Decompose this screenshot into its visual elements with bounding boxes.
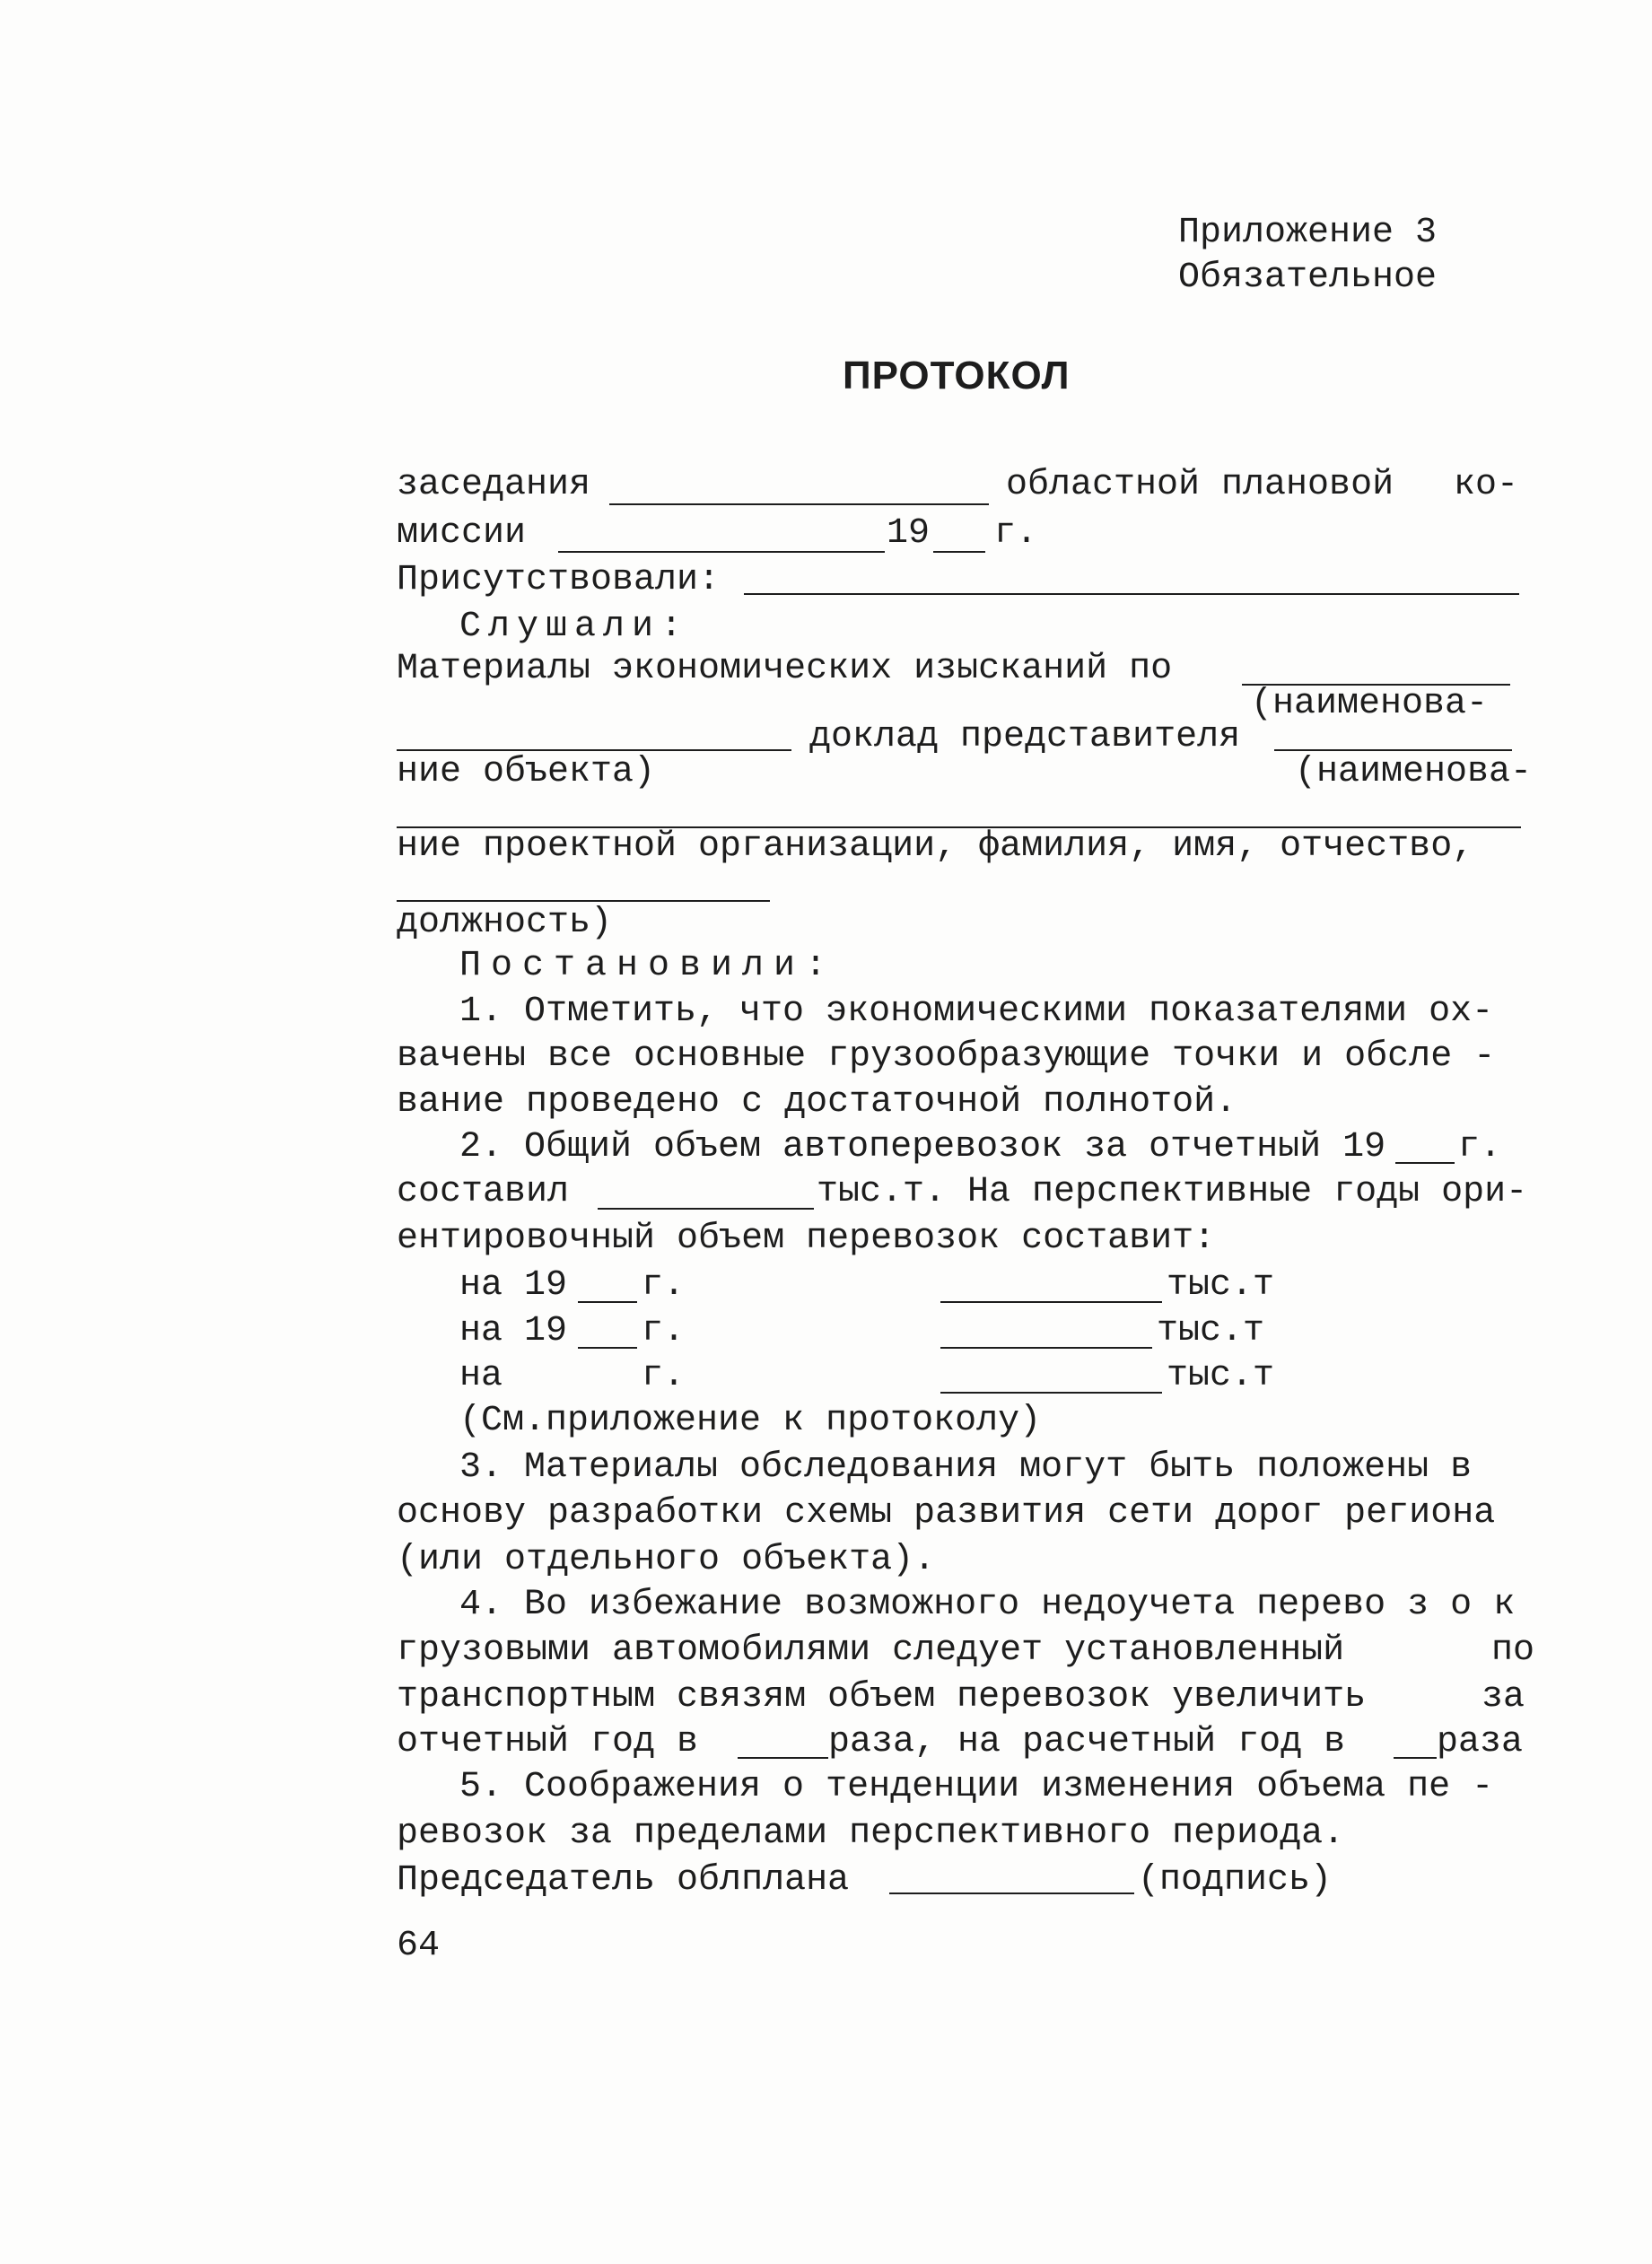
item2-line2-suffix: тыс.т. На перспективные годы ори-	[817, 1172, 1528, 1212]
item4-line2-tail: по	[1491, 1630, 1535, 1671]
forecast-1-year-suffix: г.	[642, 1265, 686, 1306]
document-title: ПРОТОКОЛ	[843, 354, 1071, 398]
item1-line3: вание проведено с достаточной полнотой.	[397, 1082, 1237, 1123]
signature-label: Председатель облплана	[397, 1860, 850, 1901]
meeting-region-blank	[609, 503, 989, 505]
forecast-2-year-suffix: г.	[642, 1311, 686, 1351]
commission-prefix: миссии	[397, 513, 527, 554]
forecast-1-prefix: на 19	[459, 1265, 568, 1306]
see-appendix-note: (См.приложение к протоколу)	[459, 1401, 1042, 1441]
signature-hint: (подпись)	[1138, 1860, 1333, 1901]
forecast-2-unit: тыс.т	[1157, 1311, 1265, 1351]
item4-line4-suffix: раза	[1437, 1722, 1524, 1762]
appendix-number: Приложение 3	[1178, 213, 1438, 253]
forecast-1-year-blank	[578, 1301, 637, 1303]
item3-line3: (или отдельного объекта).	[397, 1540, 936, 1580]
materials-object-hint: (наименова-	[1251, 684, 1489, 724]
materials-text: Материалы экономических изысканий по	[397, 649, 1173, 689]
forecast-2-year-blank	[578, 1347, 637, 1349]
item4-line1: 4. Во избежание возможного недоучета перево з о к	[459, 1585, 1516, 1625]
forecast-1-volume-blank	[940, 1301, 1162, 1303]
item2-year-suffix: г.	[1458, 1127, 1502, 1167]
forecast-3-unit: тыс.т	[1167, 1356, 1275, 1396]
item4-line2: грузовыми автомобилями следует установленный	[397, 1630, 1345, 1671]
commission-year-suffix: г.	[994, 513, 1038, 554]
forecast-3-volume-blank	[940, 1392, 1162, 1394]
signature-blank	[889, 1892, 1134, 1894]
item5-line2: ревозок за пределами перспективного периода.	[397, 1814, 1345, 1854]
organization-hint-start: (наименова-	[1295, 752, 1533, 792]
commission-year-blank	[933, 551, 985, 553]
item4-forecast-year-blank	[1394, 1757, 1437, 1759]
item2-volume-blank	[598, 1208, 814, 1210]
item4-line3-tail: за	[1482, 1677, 1525, 1718]
item1-line2: вачены все основные грузообразующие точки и обсле -	[397, 1036, 1496, 1077]
item2-line3: ентировочный объем перевозок составит:	[397, 1219, 1216, 1259]
item3-line2: основу разработки схемы развития сети дорог региона	[397, 1493, 1496, 1534]
forecast-3-prefix: на	[459, 1356, 503, 1396]
appendix-status: Обязательное	[1178, 258, 1438, 298]
item4-line4-middle: раза, на расчетный год в	[828, 1722, 1346, 1762]
forecast-3-year-suffix: г.	[642, 1356, 686, 1396]
report-text: доклад представителя	[809, 717, 1241, 757]
resolved-label: Постановили:	[459, 946, 837, 986]
item4-line3: транспортным связям объем перевозок увеличить	[397, 1677, 1367, 1718]
object-hint: ние объекта)	[397, 752, 656, 792]
organization-hint: ние проектной организации, фамилия, имя, отчество,	[397, 826, 1474, 867]
item2-line1: 2. Общий объем автоперевозок за отчетный 19	[459, 1127, 1386, 1167]
position-hint: должность)	[397, 903, 613, 943]
item2-line2-prefix: составил	[397, 1172, 570, 1212]
item4-line4-prefix: отчетный год в	[397, 1722, 699, 1762]
attended-label: Присутствовали:	[397, 560, 721, 600]
item1-line1: 1. Отметить, что экономическими показателями ох-	[459, 992, 1494, 1032]
attended-blank	[744, 593, 1519, 595]
meeting-hyphen: ко-	[1454, 465, 1519, 505]
meeting-prefix: заседания	[397, 465, 591, 505]
commission-date-blank	[558, 551, 885, 553]
forecast-2-volume-blank	[940, 1347, 1152, 1349]
item5-line1: 5. Соображения о тенденции изменения объема пе -	[459, 1767, 1494, 1807]
item3-line1: 3. Материалы обследования могут быть положены в	[459, 1447, 1473, 1488]
forecast-1-unit: тыс.т	[1167, 1265, 1275, 1306]
item4-report-year-blank	[738, 1757, 828, 1759]
commission-year: 19	[887, 513, 931, 554]
heard-label: Слушали:	[459, 607, 690, 647]
meeting-commission-text: областной плановой	[1006, 465, 1394, 505]
item2-year-blank	[1395, 1162, 1455, 1164]
forecast-2-prefix: на 19	[459, 1311, 568, 1351]
page-number: 64	[397, 1926, 441, 1966]
